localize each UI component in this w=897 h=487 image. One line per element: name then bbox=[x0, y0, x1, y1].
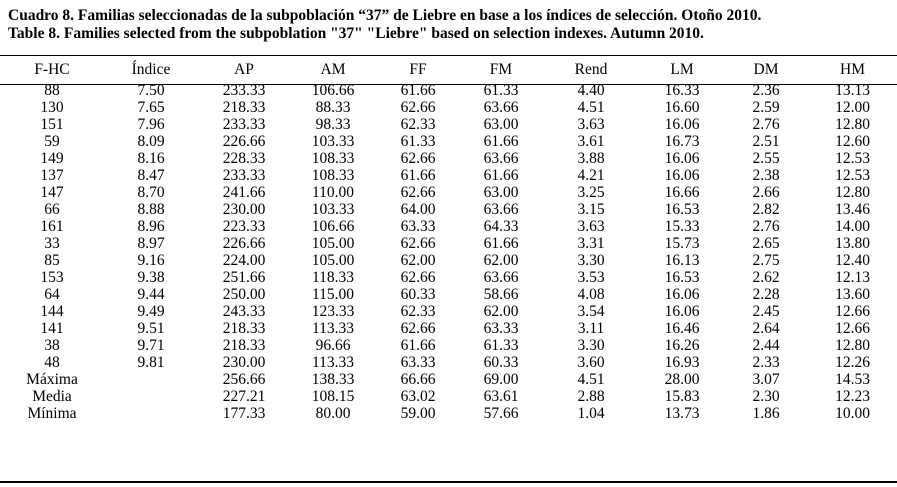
cell-hm: 13.46 bbox=[835, 201, 870, 218]
cell-hm: 12.26 bbox=[835, 354, 870, 371]
cell-lm: 15.33 bbox=[664, 218, 700, 235]
cell-rend: 3.53 bbox=[577, 269, 605, 286]
summary-cell-lm: 28.00 bbox=[664, 371, 700, 388]
summary-cell-lm: 15.83 bbox=[664, 388, 700, 405]
cell-hm: 12.66 bbox=[835, 303, 870, 320]
header-ff: FF bbox=[409, 61, 427, 78]
cell-fm: 63.66 bbox=[483, 150, 519, 167]
cell-dm: 2.55 bbox=[752, 150, 780, 167]
cell-f-hc: 66 bbox=[44, 201, 60, 218]
table-row bbox=[0, 201, 897, 218]
cell-f-hc: 38 bbox=[44, 337, 60, 354]
cell-rend: 3.54 bbox=[577, 303, 605, 320]
cell-ff: 64.00 bbox=[400, 201, 436, 218]
cell-ff: 62.33 bbox=[400, 116, 436, 133]
summary-label: Mínima bbox=[27, 405, 77, 422]
cell-fm: 61.33 bbox=[483, 82, 519, 99]
summary-cell-am: 108.15 bbox=[311, 388, 355, 405]
cell-hm: 13.60 bbox=[835, 286, 870, 303]
summary-cell-am: 80.00 bbox=[315, 405, 351, 422]
summary-cell-rend: 4.51 bbox=[577, 371, 605, 388]
cell-indice: 8.70 bbox=[137, 184, 165, 201]
cell-rend: 3.63 bbox=[577, 218, 605, 235]
cell-indice: 9.71 bbox=[137, 337, 165, 354]
summary-cell-ap: 227.21 bbox=[222, 388, 266, 405]
cell-hm: 12.66 bbox=[835, 320, 870, 337]
cell-f-hc: 48 bbox=[44, 354, 60, 371]
cell-ap: 228.33 bbox=[222, 150, 266, 167]
cell-hm: 12.53 bbox=[835, 167, 870, 184]
table-title-spanish: Cuadro 8. Familias seleccionadas de la subpoblación “37” de Liebre en base a los índices de selección. Otoño 2010. bbox=[8, 7, 762, 24]
summary-cell-fm: 63.61 bbox=[483, 388, 519, 405]
cell-f-hc: 149 bbox=[40, 150, 64, 167]
cell-lm: 16.06 bbox=[664, 286, 700, 303]
cell-fm: 63.33 bbox=[483, 320, 519, 337]
cell-hm: 12.60 bbox=[835, 133, 870, 150]
cell-fm: 62.00 bbox=[483, 303, 519, 320]
summary-cell-rend: 2.88 bbox=[577, 388, 605, 405]
cell-dm: 2.76 bbox=[752, 116, 780, 133]
summary-cell-am: 138.33 bbox=[311, 371, 355, 388]
table-body bbox=[0, 82, 897, 422]
cell-ap: 226.66 bbox=[222, 235, 266, 252]
header-indice: Índice bbox=[131, 61, 171, 78]
cell-hm: 12.00 bbox=[835, 99, 870, 116]
cell-rend: 3.61 bbox=[577, 133, 605, 150]
cell-am: 118.33 bbox=[311, 269, 355, 286]
cell-ff: 60.33 bbox=[400, 286, 436, 303]
header-dm: DM bbox=[753, 61, 779, 78]
cell-ap: 251.66 bbox=[222, 269, 266, 286]
header-am: AM bbox=[320, 61, 346, 78]
cell-ap: 241.66 bbox=[222, 184, 266, 201]
cell-ap: 233.33 bbox=[222, 167, 266, 184]
cell-am: 98.33 bbox=[315, 116, 351, 133]
summary-cell-fm: 57.66 bbox=[483, 405, 519, 422]
cell-lm: 16.53 bbox=[664, 201, 700, 218]
cell-lm: 16.73 bbox=[664, 133, 700, 150]
table-row bbox=[0, 99, 897, 116]
cell-ff: 62.66 bbox=[400, 269, 436, 286]
cell-lm: 16.06 bbox=[664, 150, 700, 167]
cell-ff: 61.66 bbox=[400, 82, 436, 99]
cell-dm: 2.64 bbox=[752, 320, 780, 337]
cell-ff: 62.66 bbox=[400, 320, 436, 337]
families-table bbox=[0, 58, 897, 422]
summary-cell-dm: 2.30 bbox=[752, 388, 780, 405]
cell-ff: 62.66 bbox=[400, 184, 436, 201]
table-row bbox=[0, 167, 897, 184]
summary-row bbox=[0, 388, 897, 405]
cell-indice: 9.44 bbox=[137, 286, 165, 303]
table-row bbox=[0, 116, 897, 133]
cell-f-hc: 130 bbox=[40, 99, 64, 116]
cell-ap: 230.00 bbox=[222, 354, 266, 371]
cell-am: 106.66 bbox=[311, 82, 355, 99]
cell-f-hc: 141 bbox=[40, 320, 64, 337]
cell-hm: 12.13 bbox=[835, 269, 870, 286]
cell-am: 108.33 bbox=[311, 150, 355, 167]
cell-ff: 62.66 bbox=[400, 150, 436, 167]
cell-indice: 8.96 bbox=[137, 218, 165, 235]
summary-cell-dm: 1.86 bbox=[752, 405, 780, 422]
summary-cell-ap: 177.33 bbox=[222, 405, 266, 422]
summary-cell-rend: 1.04 bbox=[577, 405, 605, 422]
cell-ff: 62.00 bbox=[400, 252, 436, 269]
cell-fm: 62.00 bbox=[483, 252, 519, 269]
cell-indice: 8.47 bbox=[137, 167, 165, 184]
cell-ap: 233.33 bbox=[222, 82, 266, 99]
cell-dm: 2.36 bbox=[752, 82, 780, 99]
cell-dm: 2.28 bbox=[752, 286, 780, 303]
cell-fm: 58.66 bbox=[483, 286, 519, 303]
summary-cell-ff: 63.02 bbox=[400, 388, 436, 405]
cell-rend: 3.25 bbox=[577, 184, 605, 201]
cell-ff: 61.33 bbox=[400, 133, 436, 150]
cell-f-hc: 153 bbox=[40, 269, 64, 286]
summary-cell-ap: 256.66 bbox=[222, 371, 266, 388]
cell-dm: 2.76 bbox=[752, 218, 780, 235]
cell-lm: 16.33 bbox=[664, 82, 700, 99]
summary-cell-hm: 12.23 bbox=[835, 388, 870, 405]
cell-rend: 3.15 bbox=[577, 201, 605, 218]
cell-fm: 61.33 bbox=[483, 337, 519, 354]
cell-f-hc: 64 bbox=[44, 286, 60, 303]
cell-ap: 218.33 bbox=[222, 337, 266, 354]
cell-hm: 12.40 bbox=[835, 252, 870, 269]
summary-cell-lm: 13.73 bbox=[664, 405, 700, 422]
cell-ap: 218.33 bbox=[222, 320, 266, 337]
summary-cell-hm: 14.53 bbox=[835, 371, 870, 388]
cell-lm: 16.46 bbox=[664, 320, 700, 337]
cell-f-hc: 161 bbox=[40, 218, 64, 235]
cell-hm: 13.80 bbox=[835, 235, 870, 252]
cell-hm: 12.80 bbox=[835, 184, 870, 201]
cell-ap: 223.33 bbox=[222, 218, 266, 235]
cell-hm: 12.80 bbox=[835, 337, 870, 354]
cell-fm: 60.33 bbox=[483, 354, 519, 371]
cell-lm: 16.26 bbox=[664, 337, 700, 354]
header-row bbox=[0, 58, 897, 82]
summary-cell-indice bbox=[104, 371, 198, 388]
cell-rend: 3.63 bbox=[577, 116, 605, 133]
cell-dm: 2.38 bbox=[752, 167, 780, 184]
header-hm: HM bbox=[840, 61, 865, 78]
cell-lm: 16.53 bbox=[664, 269, 700, 286]
table-row bbox=[0, 150, 897, 167]
table-row bbox=[0, 184, 897, 201]
table-row bbox=[0, 252, 897, 269]
table-row bbox=[0, 218, 897, 235]
cell-f-hc: 33 bbox=[44, 235, 60, 252]
cell-hm: 14.00 bbox=[835, 218, 870, 235]
cell-am: 115.00 bbox=[311, 286, 355, 303]
cell-lm: 16.13 bbox=[664, 252, 700, 269]
cell-ff: 62.33 bbox=[400, 303, 436, 320]
cell-hm: 13.13 bbox=[835, 82, 870, 99]
header-rend: Rend bbox=[574, 61, 608, 78]
summary-row bbox=[0, 405, 897, 422]
header-f-hc: F-HC bbox=[34, 61, 70, 78]
cell-dm: 2.44 bbox=[752, 337, 780, 354]
cell-indice: 9.49 bbox=[137, 303, 165, 320]
cell-f-hc: 144 bbox=[40, 303, 64, 320]
cell-f-hc: 147 bbox=[40, 184, 64, 201]
header-ap: AP bbox=[234, 61, 254, 78]
cell-dm: 2.33 bbox=[752, 354, 780, 371]
cell-ff: 62.66 bbox=[400, 235, 436, 252]
summary-cell-dm: 3.07 bbox=[752, 371, 780, 388]
table-row bbox=[0, 269, 897, 286]
cell-indice: 8.16 bbox=[137, 150, 165, 167]
cell-rend: 3.30 bbox=[577, 337, 605, 354]
summary-label: Media bbox=[32, 388, 72, 405]
cell-rend: 3.31 bbox=[577, 235, 605, 252]
cell-indice: 9.81 bbox=[137, 354, 165, 371]
cell-indice: 9.16 bbox=[137, 252, 165, 269]
cell-rend: 4.40 bbox=[577, 82, 605, 99]
cell-ap: 218.33 bbox=[222, 99, 266, 116]
cell-indice: 7.50 bbox=[137, 82, 165, 99]
cell-dm: 2.45 bbox=[752, 303, 780, 320]
cell-indice: 9.38 bbox=[137, 269, 165, 286]
cell-ap: 226.66 bbox=[222, 133, 266, 150]
cell-fm: 63.66 bbox=[483, 201, 519, 218]
cell-rend: 3.30 bbox=[577, 252, 605, 269]
cell-lm: 16.06 bbox=[664, 167, 700, 184]
cell-ap: 224.00 bbox=[222, 252, 266, 269]
cell-am: 113.33 bbox=[311, 354, 355, 371]
cell-indice: 8.09 bbox=[137, 133, 165, 150]
cell-dm: 2.62 bbox=[752, 269, 780, 286]
cell-am: 108.33 bbox=[311, 167, 355, 184]
cell-am: 123.33 bbox=[311, 303, 355, 320]
cell-dm: 2.59 bbox=[752, 99, 780, 116]
cell-am: 110.00 bbox=[311, 184, 355, 201]
cell-indice: 7.96 bbox=[137, 116, 165, 133]
cell-indice: 8.88 bbox=[137, 201, 165, 218]
cell-am: 88.33 bbox=[315, 99, 351, 116]
cell-ff: 61.66 bbox=[400, 167, 436, 184]
summary-label: Máxima bbox=[26, 371, 78, 388]
cell-am: 103.33 bbox=[311, 133, 355, 150]
summary-cell-ff: 59.00 bbox=[400, 405, 436, 422]
cell-indice: 8.97 bbox=[137, 235, 165, 252]
cell-rend: 4.51 bbox=[577, 99, 605, 116]
cell-am: 113.33 bbox=[311, 320, 355, 337]
table-row bbox=[0, 286, 897, 303]
table-row bbox=[0, 354, 897, 371]
cell-hm: 12.53 bbox=[835, 150, 870, 167]
cell-f-hc: 137 bbox=[40, 167, 64, 184]
table-row bbox=[0, 133, 897, 150]
cell-am: 105.00 bbox=[311, 252, 355, 269]
cell-f-hc: 88 bbox=[44, 82, 60, 99]
summary-row bbox=[0, 371, 897, 388]
table-row bbox=[0, 337, 897, 354]
cell-dm: 2.65 bbox=[752, 235, 780, 252]
cell-lm: 16.66 bbox=[664, 184, 700, 201]
cell-rend: 4.21 bbox=[577, 167, 605, 184]
cell-f-hc: 59 bbox=[44, 133, 60, 150]
header-lm: LM bbox=[670, 61, 694, 78]
cell-dm: 2.51 bbox=[752, 133, 780, 150]
cell-ap: 230.00 bbox=[222, 201, 266, 218]
cell-ff: 63.33 bbox=[400, 218, 436, 235]
table-row bbox=[0, 303, 897, 320]
cell-ff: 62.66 bbox=[400, 99, 436, 116]
table-row bbox=[0, 320, 897, 337]
cell-rend: 3.88 bbox=[577, 150, 605, 167]
summary-cell-hm: 10.00 bbox=[835, 405, 870, 422]
cell-dm: 2.82 bbox=[752, 201, 780, 218]
cell-am: 106.66 bbox=[311, 218, 355, 235]
summary-cell-ff: 66.66 bbox=[400, 371, 436, 388]
header-fm: FM bbox=[489, 61, 513, 78]
cell-fm: 61.66 bbox=[483, 133, 519, 150]
cell-indice: 9.51 bbox=[137, 320, 165, 337]
table-header bbox=[0, 58, 897, 82]
cell-am: 105.00 bbox=[311, 235, 355, 252]
cell-f-hc: 85 bbox=[44, 252, 60, 269]
cell-ap: 233.33 bbox=[222, 116, 266, 133]
cell-lm: 16.60 bbox=[664, 99, 700, 116]
cell-fm: 61.66 bbox=[483, 167, 519, 184]
cell-am: 103.33 bbox=[311, 201, 355, 218]
cell-dm: 2.75 bbox=[752, 252, 780, 269]
cell-ap: 250.00 bbox=[222, 286, 266, 303]
summary-cell-indice bbox=[104, 388, 198, 405]
cell-rend: 3.60 bbox=[577, 354, 605, 371]
summary-cell-indice bbox=[104, 405, 198, 422]
top-rule bbox=[0, 55, 897, 56]
cell-rend: 3.11 bbox=[577, 320, 605, 337]
table-row bbox=[0, 82, 897, 99]
table-row bbox=[0, 235, 897, 252]
cell-fm: 63.00 bbox=[483, 184, 519, 201]
table-title-english: Table 8. Families selected from the subpoblation "37" "Liebre" based on selection indexes. Autumn 2010. bbox=[8, 25, 704, 42]
cell-ap: 243.33 bbox=[222, 303, 266, 320]
cell-am: 96.66 bbox=[315, 337, 351, 354]
summary-cell-fm: 69.00 bbox=[483, 371, 519, 388]
cell-hm: 12.80 bbox=[835, 116, 870, 133]
cell-ff: 61.66 bbox=[400, 337, 436, 354]
cell-rend: 4.08 bbox=[577, 286, 605, 303]
cell-fm: 63.00 bbox=[483, 116, 519, 133]
cell-ff: 63.33 bbox=[400, 354, 436, 371]
cell-lm: 15.73 bbox=[664, 235, 700, 252]
cell-fm: 63.66 bbox=[483, 269, 519, 286]
cell-fm: 64.33 bbox=[483, 218, 519, 235]
cell-f-hc: 151 bbox=[40, 116, 64, 133]
cell-indice: 7.65 bbox=[137, 99, 165, 116]
cell-fm: 61.66 bbox=[483, 235, 519, 252]
cell-dm: 2.66 bbox=[752, 184, 780, 201]
cell-lm: 16.06 bbox=[664, 303, 700, 320]
bottom-rule bbox=[0, 481, 897, 483]
cell-lm: 16.06 bbox=[664, 116, 700, 133]
cell-lm: 16.93 bbox=[664, 354, 700, 371]
cell-fm: 63.66 bbox=[483, 99, 519, 116]
